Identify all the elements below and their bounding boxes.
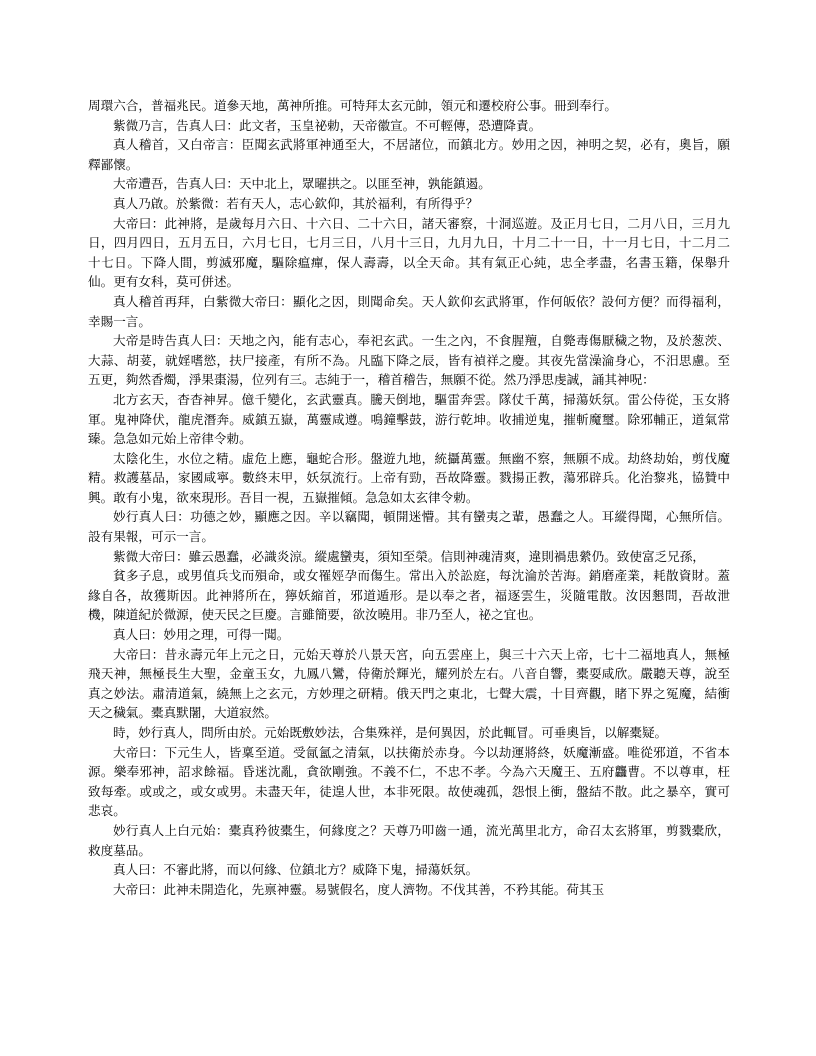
paragraph: 真人曰：妙用之理，可得一聞。	[113, 627, 290, 643]
paragraph: 妙行真人曰：功德之妙，顯應之因。辛以竊聞，頓開迷懵。其有蠻夷之輩，愚蠢之人。耳縱得聞，心無所信。設有果報，可示一言。	[88, 509, 730, 545]
document-body	[88, 96, 730, 899]
paragraph: 大帝是時告真人曰：天地之內，能有志心，奉祀玄武。一生之內，不食腥羶，自斃毒傷厭穢之物，及於葱茨、大蒜、胡荽，就婬嗜慾，扶尸接產，有所不為。凡臨下降之辰，皆有禎祥之慶。其夜先當澡淪身心，不汨思慮。至五更，夠然香燭，淨果棗湯，位列有三。志純于一，稽首稽告，無願不從。然乃淨思虔誠，誦其神呪：	[88, 333, 730, 388]
paragraph: 真人乃啟。於紫微：若有天人，志心欽仰，其於福利，有所得乎？	[113, 195, 479, 211]
paragraph: 太陰化生，水位之精。虛危上應，龜蛇合形。盤遊九地，統攝萬靈。無幽不察，無願不成。劫終劫始，剪伐魔精。救護墓品，家國咸寧。數終末甲，妖氛流行。上帝有勁，吾故降靈。戮揚正教，蕩邪辟兵。化治黎兆，協贊中興。敢有小鬼，欲來現形。吾目一視，五嶽摧傾。急急如太玄律令勅。	[88, 450, 730, 505]
paragraph: 紫微大帝曰：雖云愚蠢，必識炎涼。縱處蠻夷，須知至榮。信則神魂清爽，違則禍患縈仍。致使富乏兄孫，	[113, 548, 705, 564]
paragraph: 大帝曰：下元生人，皆稟至道。受氤氳之清氣，以扶衛於赤身。今以劫運將終，妖魔漸盛。唯從邪道，不省本源。樂奉邪神，詔求餘福。昏迷沈亂，貪欲剛強。不義不仁，不忠不孝。今為六天魔王、五府龘曹。不以尊車，枉致每牽。或或之，或女或男。未盡天年，徒遑人世，本非死限。故使魂孤，怨恨上衝，盤結不散。此之暴卒，實可悲哀。	[88, 744, 730, 819]
paragraph: 大帝曰：此神將，是歲每月六日、十六日、二十六日，諸天審察，十洞巡遊。及正月七日，二月八日，三月九日，四月四日，五月五日，六月七日，七月三日，八月十三日，九月九日，十月二十一日，十一月七日，十二月二十七日。下降人間，剪滅邪魔，驅除瘟癉，保人壽壽，以全天命。其有氣正心純，忠全孝盡，名書玉籍，保舉升仙。更有女科，莫可併述。	[88, 215, 730, 290]
paragraph: 紫微乃言，告真人曰：此文者，玉皇祕勅，天帝徽宣。不可輕傳，恐遭降責。	[113, 117, 542, 133]
paragraph: 大帝遭吾，告真人曰：天中北上，眾曜拱之。以匪至神，孰能鎮遏。	[113, 176, 491, 192]
paragraph: 大帝曰：昔永壽元年上元之日，元始天尊於八景天宮，向五雲座上，與三十六天上帝，七十二福地真人，無極飛天神，無極長生大聖，金童玉女，九鳳八鸞，侍衛於輝光，耀列於左右。八音自響，橐耍咸欣。嚴聽天尊，說至真之妙法。肅清道氣，繞無上之玄元，方妙理之研精。俄天門之東北，七聲大震，十目齊觀，睹下界之冤魔，結衝天之穢氣。橐真默闍，大道寂然。	[88, 646, 730, 721]
paragraph: 時，妙行真人，問所由於。元始既敷妙法，合集殊祥，是何異因，於此輒冒。可垂奧旨，以解橐疑。	[113, 725, 668, 740]
paragraph: 北方玄天，杳杳神昇。億千變化，玄武靈真。騰天倒地，驅雷奔雲。隊仗千萬，掃蕩妖氛。雷公侍從，玉女將軍。鬼神降伏，龍虎潛奔。威鎮五嶽，萬靈咸遵。鳴鐘擊鼓，游行乾坤。收捕逆鬼，摧斬魔璽。除邪輔正，道氣常臻。急急如元始上帝律令勅。	[88, 391, 730, 447]
paragraph: 真人稽首再拜，白紫微大帝曰：顯化之因，則聞命矣。天人欽仰玄武將軍，作何皈依？設何方便？而得福利，幸賜一言。	[88, 293, 730, 329]
paragraph: 周環六合，普福兆民。道參天地，萬神所推。可特拜太玄元帥，領元和遷校府公事。冊到奉行。	[88, 98, 617, 113]
paragraph: 大帝曰：此神未開造化，先禀神靈。易號假名，度人濟物。不伐其善，不矜其能。荷其玉	[113, 881, 605, 897]
paragraph: 真人稽首，又白帝言：臣聞玄武將軍神通至大，不居諸位，而鎮北方。妙用之因，神明之契，必有，奧旨，願釋鄙懷。	[88, 137, 730, 172]
paragraph: 妙行真人上白元始：橐真矜彼橐生，何緣度之？天尊乃叩齒一通，流光萬里北方，命召太玄將軍，剪戮橐欣，救度墓品。	[88, 822, 730, 858]
paragraph: 真人曰：不審此將，而以何緣、位鎮北方？威降下鬼，掃蕩妖氛。	[113, 862, 479, 878]
paragraph: 貧多子息，或男值兵戈而殞命，或女罹娙孕而傷生。常出入於訟庭，每沈淪於苦海。銷磨產業，耗散資財。蓋緣自各，故獲斯因。此神將所在，獰妖縮首，邪道遁形。是以奉之者，福逐雲生，災隨電散。汝因懇問，吾故泄機，陳道紀於微源，使天民之巨慶。言雖簡要，欲汝曉用。非乃至人，祕之宜也。	[88, 568, 730, 623]
